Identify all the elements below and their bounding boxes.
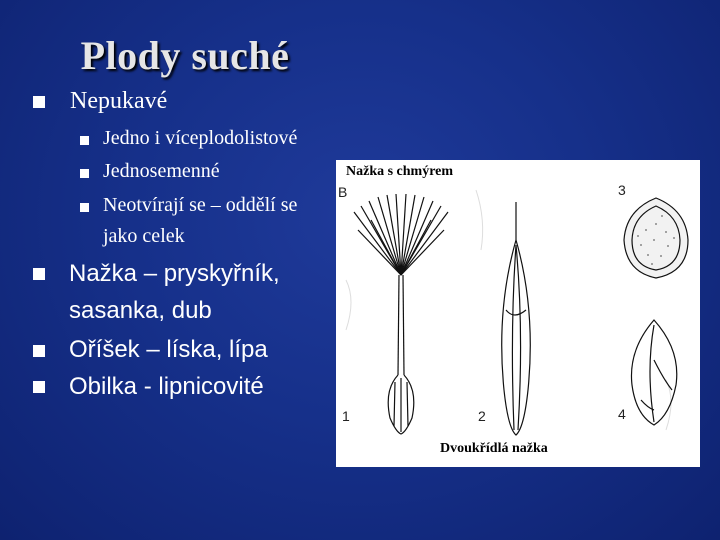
caption-winged: Dvoukřídlá nažka: [440, 441, 548, 456]
bullet-nazka-line1: Nažka – pryskyřník,: [69, 260, 280, 287]
winged-achene: [502, 202, 531, 435]
sub-bullet-2: Jednosemenné: [103, 160, 220, 182]
figure-letter: B: [338, 184, 348, 200]
achene-with-pappus: [354, 194, 448, 434]
caption-pappus: Nažka s chmýrem: [346, 164, 454, 179]
sub-bullet-3: Neotvírají se – oddělí se: [103, 194, 298, 216]
figure-number-3: 3: [618, 182, 626, 198]
sub-bullet-marker: [80, 136, 89, 145]
bullet-obilka: Obilka - lipnicovité: [69, 373, 264, 400]
sub-bullet-1: Jedno i víceplodolistové: [103, 127, 298, 149]
bullet-marker: [33, 96, 45, 108]
bullet-nepukave: Nepukavé: [70, 88, 168, 114]
figure-number-1: 1: [342, 408, 350, 424]
fruit-illustration: [336, 160, 700, 467]
sub-bullet-3-cont: jako celek: [103, 225, 185, 247]
fruit-drawings: [336, 160, 700, 467]
sub-bullet-marker: [80, 203, 89, 212]
bullet-orisek: Oříšek – líska, lípa: [69, 336, 268, 363]
bullet-marker: [33, 345, 45, 357]
bullet-nazka-line2: sasanka, dub: [69, 297, 212, 324]
nutlet: [624, 198, 688, 278]
figure-number-4: 4: [618, 406, 626, 422]
sub-bullet-marker: [80, 169, 89, 178]
caryopsis: [631, 320, 676, 425]
figure-number-2: 2: [478, 408, 486, 424]
slide-title: Plody suché: [80, 33, 290, 78]
bullet-marker: [33, 381, 45, 393]
bullet-marker: [33, 268, 45, 280]
